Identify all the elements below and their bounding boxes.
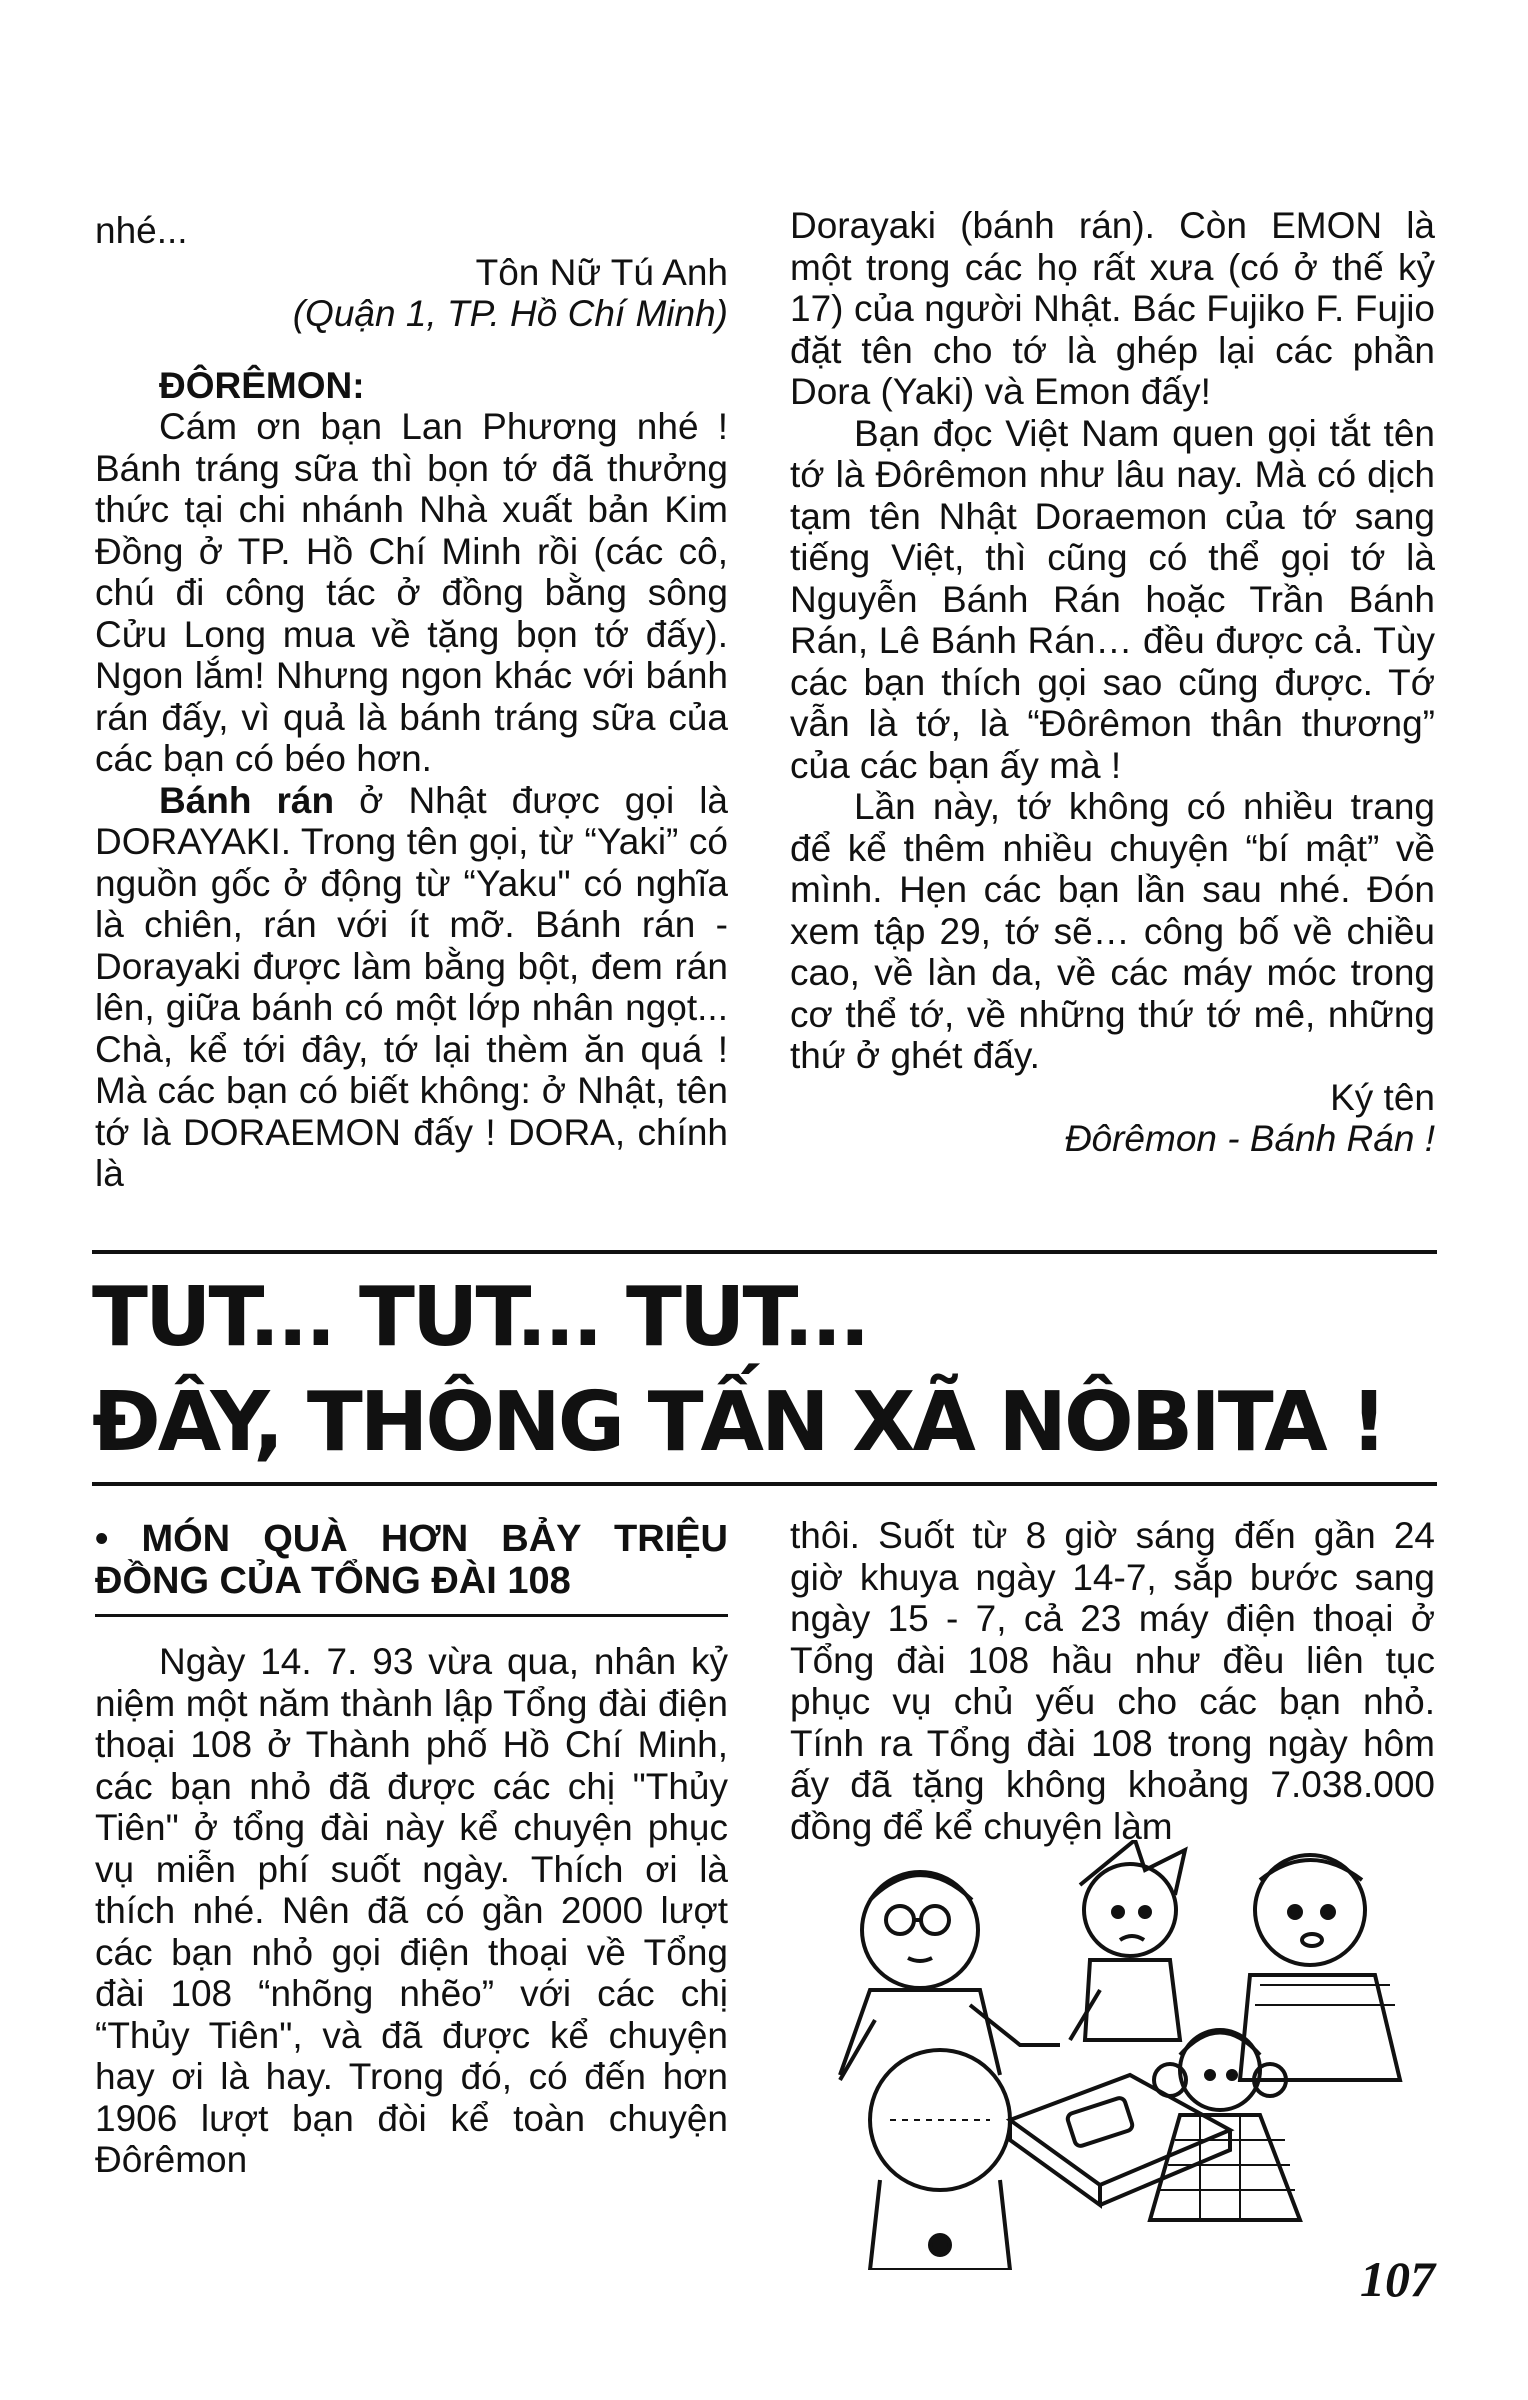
letter-closing: nhé...	[95, 210, 188, 251]
reply-paragraph-1: Cám ơn bạn Lan Phương nhé ! Bánh tráng sữa thì bọn tớ đã thưởng thức tại chi nhánh Nhà xuất bản Kim Đồng ở TP. Hồ Chí Minh rồi (các cô, chú đi công tác ở đồng bằng sông Cửu Long mua về tặng bọn tớ đấy). Ngon lắm! Nhưng ngon khác với bánh rán đấy, vì quả là bánh tráng sữa của các bạn có béo hơn.	[95, 406, 728, 779]
reply-paragraph-3: Dorayaki (bánh rán). Còn EMON là một trong các họ rất xưa (có ở thế kỷ 17) của người Nhật. Bác Fujiko F. Fujio đặt tên cho tớ là ghép lại các phần Dora (Yaki) và Emon đấy!	[790, 205, 1435, 412]
reply-paragraph-2-bold: Bánh rán	[159, 779, 335, 821]
headline-bottom-rule	[92, 1482, 1437, 1486]
letter-signature-name: Tôn Nữ Tú Anh	[475, 251, 728, 293]
article-paragraph-2: thôi. Suốt từ 8 giờ sáng đến gần 24 giờ khuya ngày 14-7, sắp bước sang ngày 15 - 7, cả 23 máy điện thoại ở Tổng đài 108 hầu như đều liên tục phục vụ chủ yếu cho các bạn nhỏ. Tính ra Tổng đài 108 trong ngày hôm ấy đã tặng không khoảng 7.038.000 đồng để kể chuyện làm	[790, 1515, 1435, 1847]
comic-illustration	[800, 1840, 1440, 2270]
headline-line-2: ĐÂY, THÔNG TẤN XÃ NÔBITA !	[92, 1375, 1385, 1470]
reply-sign-name: Đôrêmon - Bánh Rán !	[1064, 1118, 1435, 1159]
page-number: 107	[1360, 2251, 1435, 2307]
letter-reply-column-right	[790, 205, 1435, 1160]
reply-paragraph-2-text: ở Nhật được gọi là DORAYAKI. Trong tên gọi, từ “Yaki” có nguồn gốc ở động từ “Yaku" có nghĩa là chiên, rán với ít mỡ. Bánh rán - Dorayaki được làm bằng bột, đem rán lên, giữa bánh có một lớp nhân ngọt... Chà, kể tới đây, tớ lại thèm ăn quá ! Mà các bạn có biết không: ở Nhật, tên tớ là DORAEMON đấy ! DORA, chính là	[95, 779, 729, 1194]
reply-paragraph-5: Lần này, tớ không có nhiều trang để kể thêm nhiều chuyện “bí mật” về mình. Hẹn các bạn lần sau nhé. Đón xem tập 29, tớ sẽ… công bố về chiều cao, về làn da, về các máy móc trong cơ thể tớ, về những thứ tớ mê, những thứ ở ghét đấy.	[790, 786, 1435, 1076]
reply-paragraph-2	[95, 780, 728, 1195]
headline-line-1: TUT... TUT... TUT...	[92, 1270, 868, 1365]
letter-signature-location: (Quận 1, TP. Hồ Chí Minh)	[292, 293, 728, 334]
letter-reply-column-left	[95, 210, 728, 1195]
headline-top-rule	[92, 1250, 1437, 1254]
suneo-figure	[1070, 1840, 1185, 2040]
article-title: • MÓN QUÀ HƠN BẢY TRIỆU ĐỒNG CỦA TỔNG ĐÀI 108	[95, 1518, 728, 1602]
doraemon-figure	[870, 2050, 1010, 2270]
reply-paragraph-4: Bạn đọc Việt Nam quen gọi tắt tên tớ là Đôrêmon như lâu nay. Mà có dịch tạm tên Nhật Doraemon của tớ sang tiếng Việt, thì cũng có thể gọi tớ là Nguyễn Bánh Rán hoặc Trần Bánh Rán, Lê Bánh Rán… đều được cả. Tùy các bạn thích gọi sao cũng được. Tớ vẫn là tớ, là “Đôrêmon thân thương” của các bạn ấy mà !	[790, 412, 1435, 786]
article-paragraph-1: Ngày 14. 7. 93 vừa qua, nhân kỷ niệm một năm thành lập Tổng đài điện thoại 108 ở Thành phố Hồ Chí Minh, các bạn nhỏ đã được các chị "Thủy Tiên" ở tổng đài này kể chuyện phục vụ miễn phí suốt ngày. Thích ơi là thích nhé. Nên đã có gần 2000 lượt các bạn nhỏ gọi điện thoại về Tổng đài 108 “nhõng nhẽo” với các chị “Thủy Tiên", và đã được kể chuyện hay ơi là hay. Trong đó, có đến hơn 1906 lượt bạn đòi kể toàn chuyện Đôrêmon	[95, 1641, 728, 2180]
article-title-rule	[95, 1614, 728, 1617]
article-column-left	[95, 1518, 728, 2181]
article-column-right	[790, 1515, 1435, 1847]
gian-figure	[1240, 1855, 1400, 2080]
reply-heading: ĐÔRÊMON:	[159, 364, 365, 406]
reply-sign-label: Ký tên	[1330, 1076, 1435, 1118]
